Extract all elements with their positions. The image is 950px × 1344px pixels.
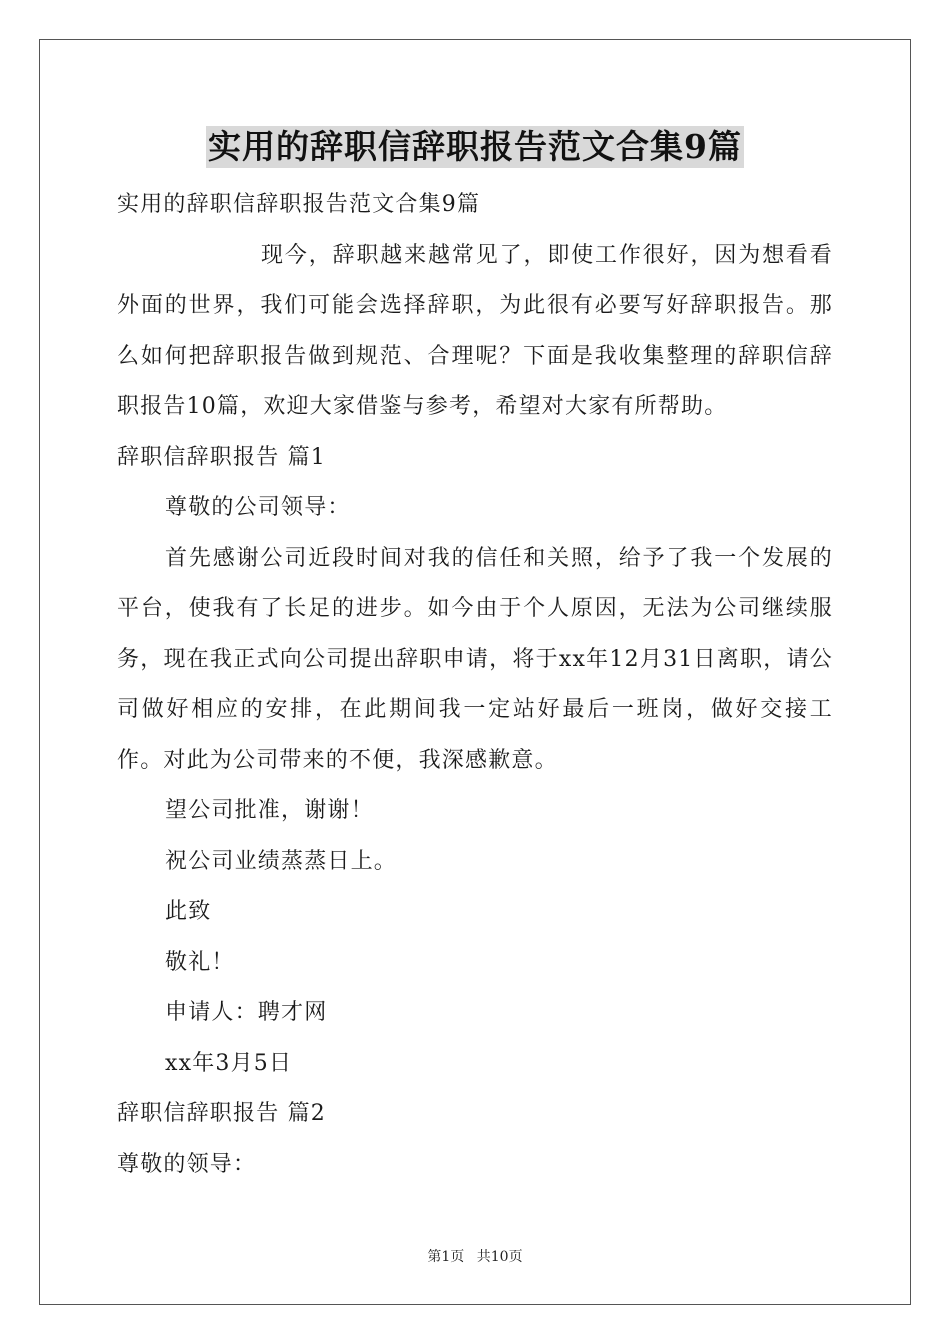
section-heading-2: 辞职信辞职报告 篇2 — [117, 1101, 326, 1126]
request-line: 望公司批准，谢谢！ — [165, 798, 374, 823]
closing-line: 此致 — [165, 899, 212, 924]
page-footer — [0, 1246, 950, 1266]
body-paragraph: 首先感谢公司近段时间对我的信任和关照，给予了我一个发展的平台，使我有了长足的进步。如今由于个人原因，无法为公司继续服务，现在我正式向公司提出辞职申请，将于xx年12月31日离职，请公司做好相应的安排，在此期间我一定站好最后一班岗，做好交接工作。对此为公司带来的不便，我深感歉意。 — [117, 545, 833, 773]
page-total: 共10页 — [476, 1249, 523, 1265]
applicant-line: 申请人：聘才网 — [165, 1000, 328, 1025]
regards-line: 敬礼！ — [165, 949, 235, 975]
page-number: 第1页 — [427, 1249, 465, 1265]
salutation-2: 尊敬的领导： — [117, 1151, 257, 1177]
section-heading-1: 辞职信辞职报告 篇1 — [117, 444, 326, 470]
subtitle-line: 实用的辞职信辞职报告范文合集9篇 — [117, 192, 481, 217]
wish-line: 祝公司业绩蒸蒸日上。 — [165, 848, 398, 874]
title-container — [0, 126, 950, 168]
document-body — [117, 180, 833, 1190]
date-line: xx年3月5日 — [165, 1050, 293, 1076]
intro-paragraph: 现今，辞职越来越常见了，即使工作很好，因为想看看外面的世界，我们可能会选择辞职，为此很有必要写好辞职报告。那么如何把辞职报告做到规范、合理呢？下面是我收集整理的辞职信辞职报告10篇，欢迎大家借鉴与参考，希望对大家有所帮助。 — [117, 242, 833, 419]
salutation: 尊敬的公司领导： — [165, 495, 351, 520]
document-title: 实用的辞职信辞职报告范文合集9篇 — [208, 127, 742, 166]
